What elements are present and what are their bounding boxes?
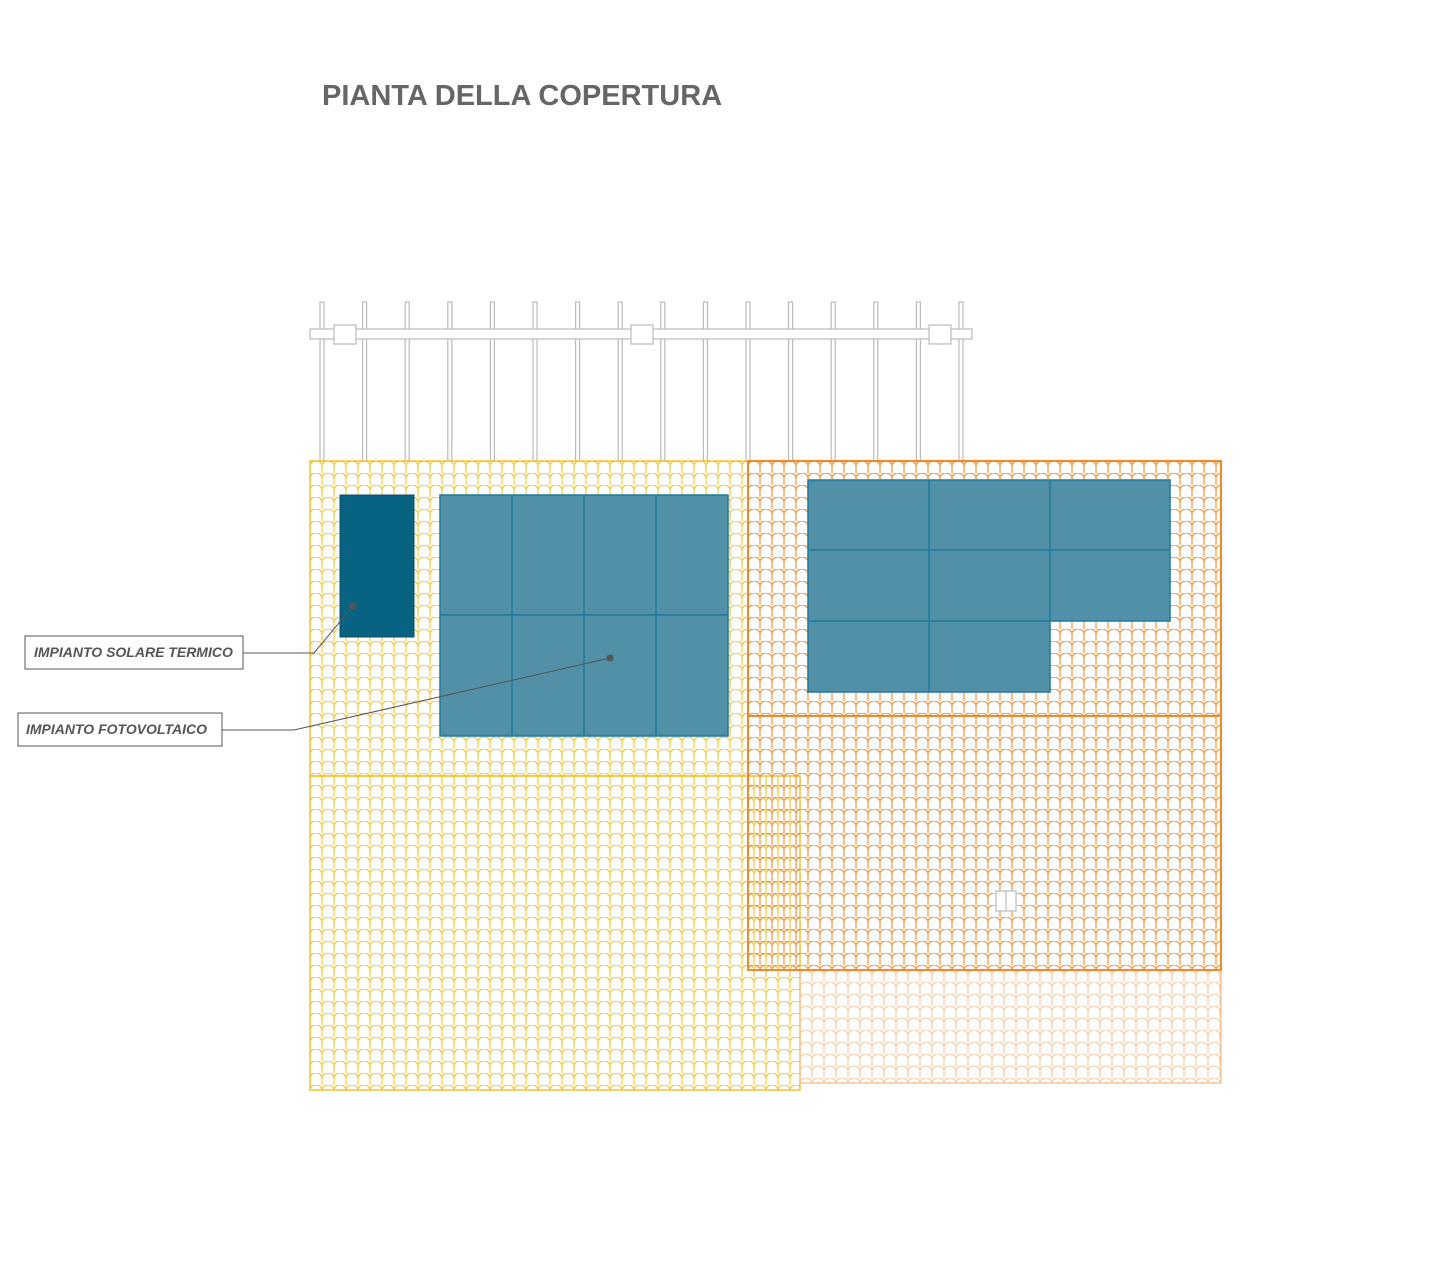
pergola-rafter <box>320 302 324 461</box>
pergola-rafter <box>363 302 367 461</box>
pergola-rafter <box>661 302 665 461</box>
pergola <box>310 302 972 461</box>
pergola-rafter <box>831 302 835 461</box>
pergola-post <box>631 325 653 344</box>
pergola-rafter <box>703 302 707 461</box>
pergola-rafter <box>916 302 920 461</box>
pergola-rafter <box>874 302 878 461</box>
pergola-rafter <box>959 302 963 461</box>
pergola-post <box>929 325 951 344</box>
pergola-rafter <box>448 302 452 461</box>
pergola-rafter <box>490 302 494 461</box>
solar-thermal-panel <box>340 495 414 637</box>
dot-marker-icon <box>607 655 614 662</box>
pv-array-left <box>440 495 728 736</box>
dot-marker-icon <box>350 603 357 610</box>
callout-label-solar-thermal: IMPIANTO SOLARE TERMICO <box>34 644 233 660</box>
callout-label-photovoltaic: IMPIANTO FOTOVOLTAICO <box>26 721 207 737</box>
pergola-rafter <box>789 302 793 461</box>
pergola-rafter <box>576 302 580 461</box>
pergola-rafter <box>746 302 750 461</box>
pergola-post <box>334 325 356 344</box>
pergola-rafter <box>618 302 622 461</box>
pergola-rafter <box>533 302 537 461</box>
callout-solar-thermal <box>25 603 357 670</box>
page-title: PIANTA DELLA COPERTURA <box>322 80 723 112</box>
pergola-rafter <box>405 302 409 461</box>
